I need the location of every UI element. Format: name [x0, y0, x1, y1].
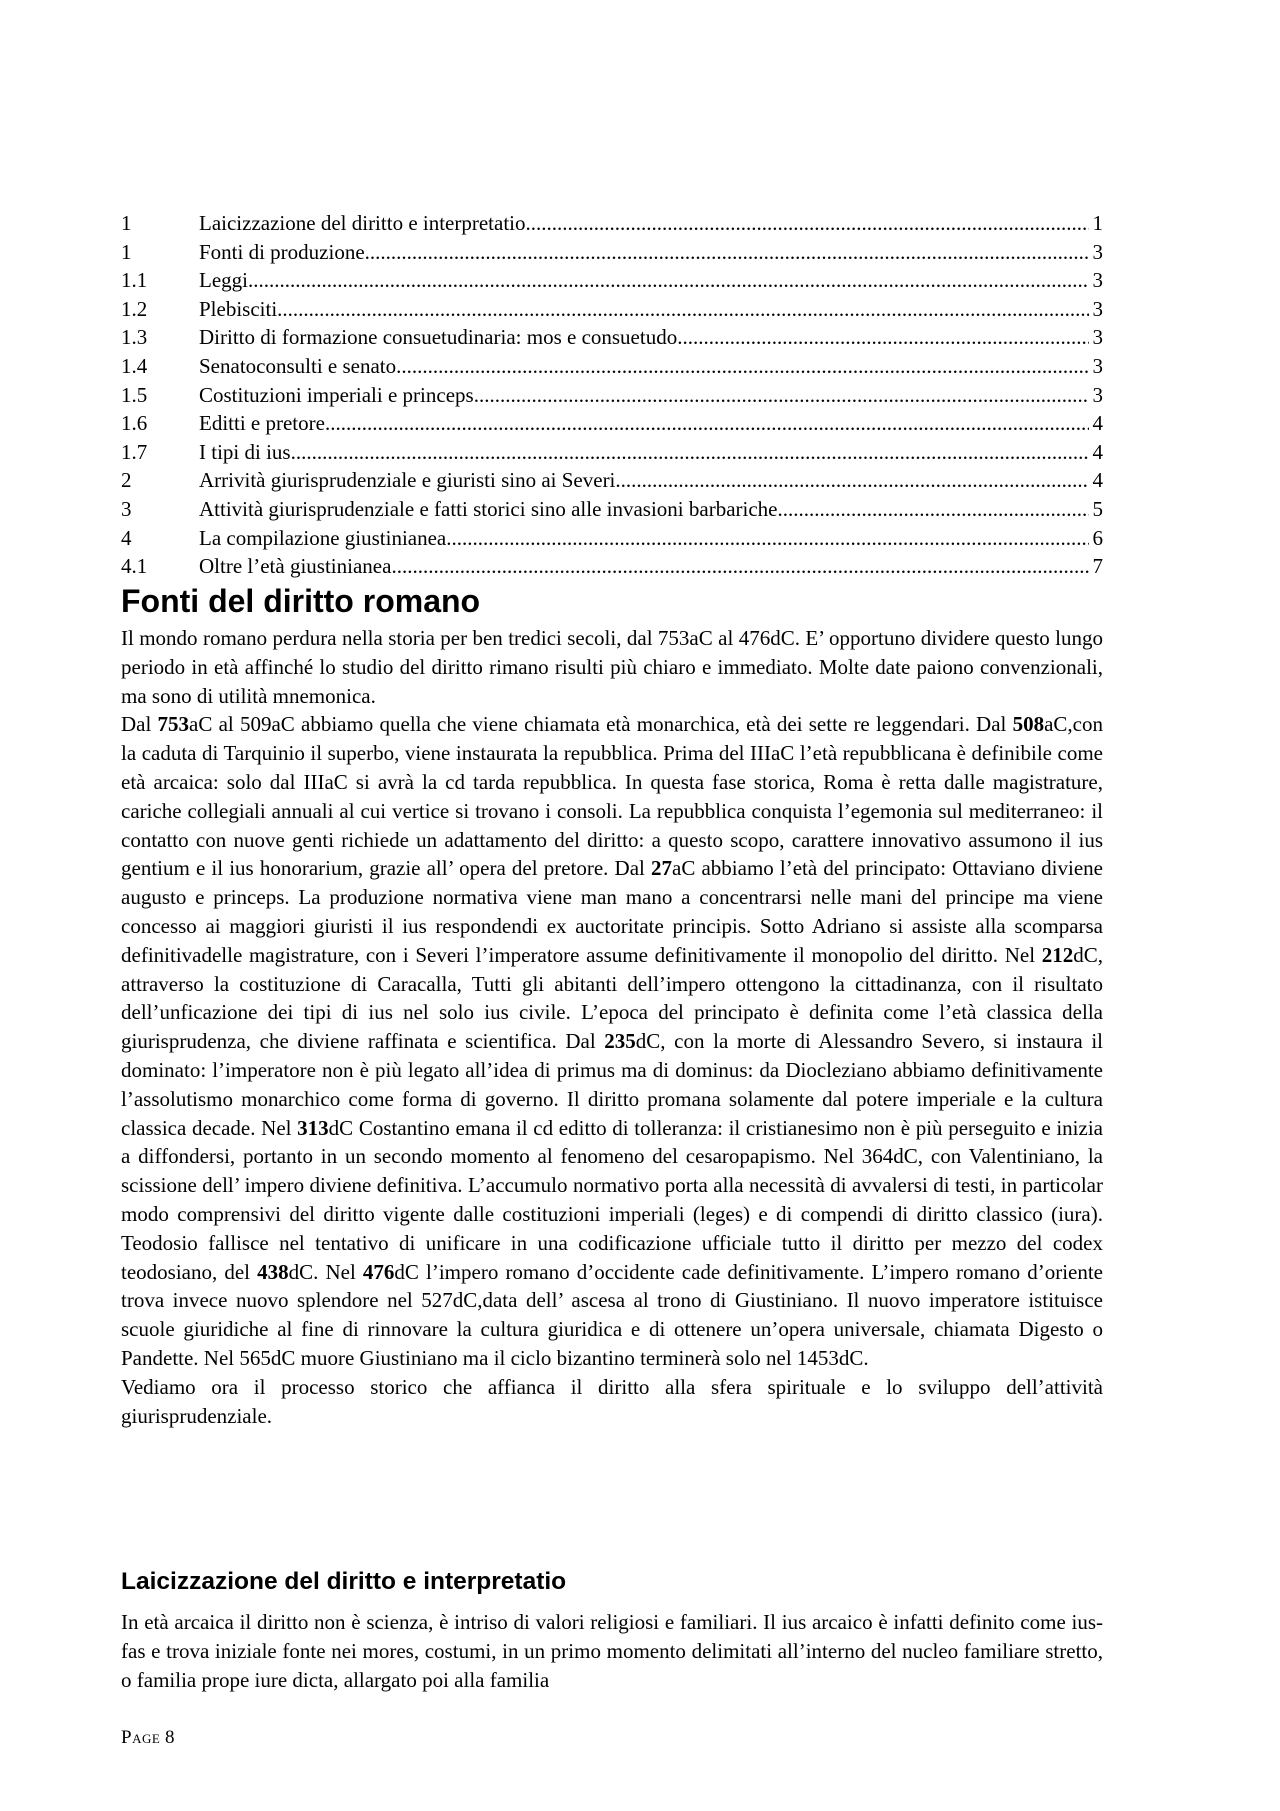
- toc-title: Senatoconsulti e senato: [199, 353, 397, 378]
- toc-page-number: 4: [1092, 439, 1103, 464]
- year-highlight: 313: [297, 1115, 329, 1140]
- toc-leader-dots: [777, 495, 1088, 524]
- toc-number: 1.3: [121, 325, 148, 350]
- toc-leader-dots: [615, 466, 1088, 495]
- toc-leader-dots: [365, 238, 1089, 267]
- toc-leader-dots: [291, 438, 1089, 467]
- year-highlight: 438: [257, 1259, 289, 1284]
- toc-entry[interactable]: [121, 524, 1103, 553]
- history-text: dC. Nel: [288, 1259, 363, 1284]
- toc-entry[interactable]: [121, 295, 1103, 324]
- year-highlight: 235: [604, 1029, 636, 1054]
- toc-entry[interactable]: [121, 323, 1103, 352]
- history-text: aC al 509aC abbiamo quella che viene chiamata età monarchica, età dei sette re leggendari. Dal: [189, 712, 1013, 737]
- section-heading: Fonti del diritto romano: [121, 583, 481, 619]
- history-text: aC,con la caduta di Tarquinio il superbo, viene instaurata la repubblica. Prima del IIIaC l’età repubblicana è definibile come età arcaica: solo dal IIIaC si avrà la cd tarda repubblica. In questa fase storica, Roma è retta dalle magistrature, cariche collegiali annuali al cui vertice si trovano i consoli. La repubblica conquista l’egemonia sul mediterraneo: il contatto con nuove genti richiede un adattamento del diritto: a questo scopo, carattere innovativo assumono il ius gentium e il ius honorarium, grazie all’ opera del pretore. Dal: [121, 712, 1103, 881]
- toc-page-number: 6: [1092, 525, 1103, 550]
- toc-entry[interactable]: [121, 552, 1103, 581]
- history-text: dC Costantino emana il cd editto di tolleranza: il cristianesimo non è più perseguito e inizia a diffondersi, portanto in un secondo momento al fenomeno del cesaropapismo. Nel 364dC, con Valentiniano, la scissione dell’ impero diviene definitiva. L’accumulo normativo porta alla necessità di avvalersi di testi, in particolar modo comprensivi del diritto vigente dalle costituzioni imperiali (leges) e di compendi di diritto classico (iura). Teodosio fallisce nel tentativo di unificare in una codificazione ufficiale tutto il diritto per mezzo del codex teodosiano, del: [121, 1115, 1103, 1284]
- toc-entry[interactable]: [121, 381, 1103, 410]
- year-highlight: 212: [1041, 942, 1074, 967]
- toc-page-number: 1: [1092, 211, 1103, 235]
- toc-number: 4: [121, 525, 132, 550]
- year-highlight: 476: [362, 1259, 395, 1284]
- toc-leader-dots: [474, 381, 1089, 410]
- toc-entry[interactable]: [121, 438, 1103, 467]
- toc-page-number: 3: [1092, 353, 1103, 378]
- toc-number: 1.2: [121, 296, 148, 321]
- toc-title: Diritto di formazione consuetudinaria: mos e consuetudo: [199, 325, 678, 350]
- page-footer: [121, 1725, 175, 1751]
- toc-number: 1.1: [121, 268, 148, 293]
- toc-number: 3: [121, 496, 132, 521]
- toc-title: Attività giurisprudenziale e fatti storici sino alle invasioni barbariche: [199, 496, 778, 521]
- toc-page-number: 4: [1092, 468, 1103, 493]
- history-text: dC, attraverso la costituzione di Caracalla, Tutti gli abitanti dell’impero ottengono la cittadinanza, con il risultato dell’unficazione dei tipi di ius nel solo ius civile. L’epoca del principato è definita come l’età classica della giurisprudenza, che diviene raffinata e scientifica. Dal: [121, 942, 1103, 1054]
- closing-paragraph: Vediamo ora il processo storico che affianca il diritto alla sfera spirituale e lo sviluppo dell’attività giurisprudenziale.: [121, 1374, 1103, 1428]
- toc-page-number: 3: [1092, 382, 1103, 407]
- toc-leader-dots: [526, 209, 1089, 238]
- toc-title: Leggi: [199, 268, 248, 293]
- toc-title: La compilazione giustinianea: [199, 525, 447, 550]
- table-of-contents: [121, 209, 1103, 581]
- toc-title: Laicizzazione del diritto e interpretatio: [199, 211, 526, 235]
- history-text: dC, con la morte di Alessandro Severo, si instaura il dominato: l’imperatore non è più legato all’idea di primus ma di dominus: da Diocleziano abbiamo definitivamente l’assolutismo monarchico come forma di governo. Il diritto promana solamente dal potere imperiale e la cultura classica decade. Nel: [121, 1029, 1103, 1140]
- toc-leader-dots: [248, 266, 1089, 295]
- toc-leader-dots: [396, 352, 1088, 381]
- toc-leader-dots: [277, 295, 1088, 324]
- toc-number: 1.7: [121, 439, 148, 464]
- section-body: [121, 624, 1103, 1430]
- toc-title: Oltre l’età giustinianea: [199, 554, 392, 579]
- history-paragraph: [121, 710, 1103, 1372]
- subsection-heading: Laicizzazione del diritto e interpretatio: [121, 1568, 567, 1595]
- page-number: 8: [165, 1727, 175, 1748]
- history-text: dC l’impero romano d’occidente cade definitivamente. L’impero romano d’oriente trova invece nuovo splendore nel 527dC,data dell’ ascesa al trono di Giustiniano. Il nuovo imperatore istituisce scuole giuridiche al fine di rinnovare la cultura giuridica e di ottenere un’opera universale, chiamata Digesto o Pandette. Nel 565dC muore Giustiniano ma il ciclo bizantino terminerà solo nel 1453dC.: [121, 1259, 1103, 1370]
- toc-entry[interactable]: [121, 266, 1103, 295]
- toc-title: Costituzioni imperiali e princeps: [199, 382, 474, 407]
- subsection-paragraph: In età arcaica il diritto non è scienza, è intriso di valori religiosi e familiari. Il ius arcaico è infatti definito come ius-fas e trova iniziale fonte nei mores, costumi, in un primo momento delimitati all’interno del nucleo familiare stretto, o familia prope iure dicta, allargato poi alla familia: [121, 1610, 1103, 1692]
- toc-page-number: 3: [1092, 325, 1103, 350]
- history-text: Dal: [121, 712, 158, 737]
- toc-page-number: 4: [1092, 411, 1103, 436]
- toc-number: 4.1: [121, 554, 148, 579]
- toc-page-number: 7: [1092, 554, 1103, 579]
- toc-entry[interactable]: [121, 209, 1103, 238]
- toc-number: 1.6: [121, 411, 148, 436]
- toc-leader-dots: [391, 552, 1088, 581]
- toc-page-number: 3: [1092, 296, 1103, 321]
- toc-title: Arrività giurisprudenziale e giuristi sino ai Severi: [199, 468, 616, 493]
- toc-number: 1.5: [121, 382, 148, 407]
- toc-title: Editti e pretore: [199, 411, 325, 436]
- toc-entry[interactable]: [121, 238, 1103, 267]
- toc-title: Plebisciti: [199, 296, 278, 321]
- toc-entry[interactable]: [121, 409, 1103, 438]
- toc-number: 1: [121, 239, 132, 264]
- toc-page-number: 3: [1092, 268, 1103, 293]
- intro-paragraph: Il mondo romano perdura nella storia per ben tredici secoli, dal 753aC al 476dC. E’ opportuno dividere questo lungo periodo in età affinché lo studio del diritto rimano risulti più chiaro e immediato. Molte date paiono convenzionali, ma sono di utilità mnemonica.: [121, 626, 1103, 708]
- toc-page-number: 5: [1092, 496, 1103, 521]
- history-text: aC abbiamo l’età del principato: Ottaviano diviene augusto e princeps. La produzione normativa viene man mano a concentrarsi nelle mani del principe ma viene concesso ai maggiori giuristi il ius respondendi ex auctoritate principis. Sotto Adriano si assiste alla scomparsa definitivadelle magistrature, con i Severi l’imperatore assume definitivamente il monopolio del diritto. Nel: [121, 856, 1103, 967]
- toc-entry[interactable]: [121, 466, 1103, 495]
- toc-page-number: 3: [1092, 239, 1103, 264]
- page-label: Page: [121, 1727, 161, 1748]
- toc-number: 1: [121, 211, 132, 235]
- toc-leader-dots: [677, 323, 1088, 352]
- year-highlight: 27: [651, 856, 673, 881]
- toc-title: I tipi di ius: [199, 439, 291, 464]
- toc-leader-dots: [325, 409, 1089, 438]
- toc-entry[interactable]: [121, 495, 1103, 524]
- subsection-body: [121, 1608, 1103, 1694]
- toc-leader-dots: [446, 524, 1088, 553]
- toc-entry[interactable]: [121, 352, 1103, 381]
- toc-number: 2: [121, 468, 132, 493]
- year-highlight: 753: [157, 712, 190, 737]
- toc-title: Fonti di produzione: [199, 239, 365, 264]
- year-highlight: 508: [1012, 712, 1045, 737]
- toc-number: 1.4: [121, 353, 148, 378]
